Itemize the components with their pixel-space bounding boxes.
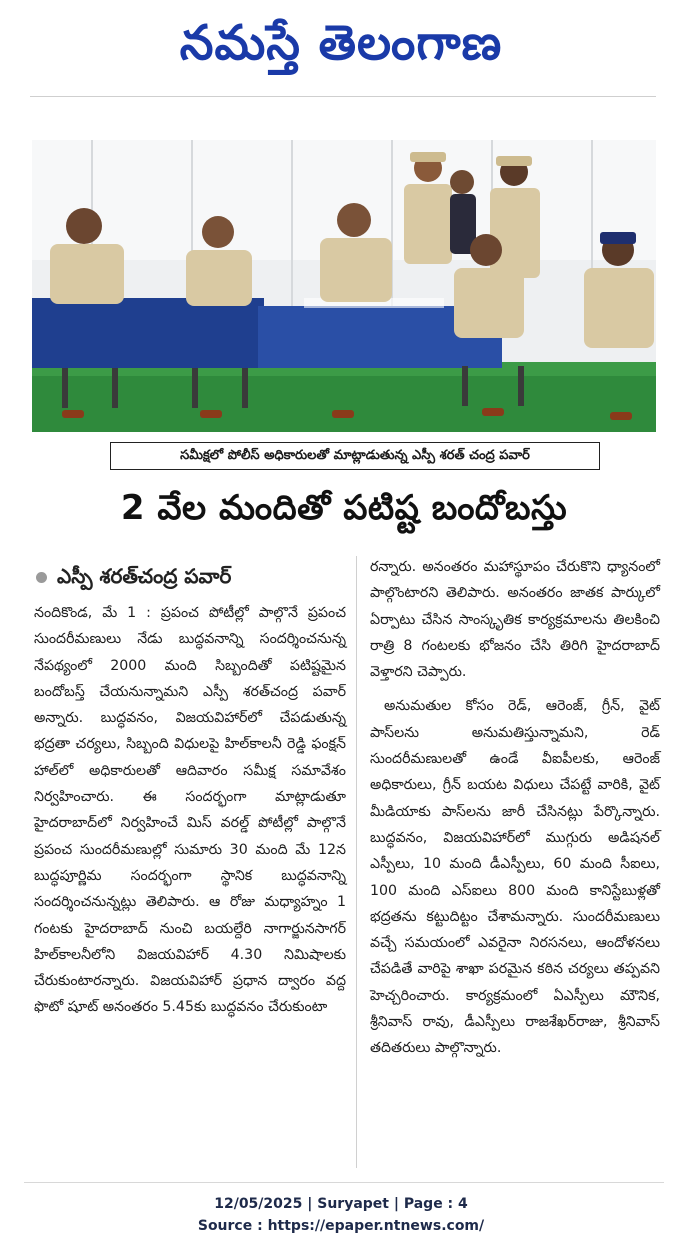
footer-source-link[interactable]: Source : https://epaper.ntnews.com/: [197, 1218, 485, 1234]
masthead-divider: [30, 96, 656, 97]
paragraph: రన్నారు. అనంతరం మహాస్థూపం చేరుకొని ధ్యానంలో పాల్గొంటారని తెలిపారు. అనంతరం జాతక పార్కులో ఏర్పాటు చేసిన సాంస్కృతిక కార్యక్రమాలను తిలకించి రాత్రి 8 గంటలకు భోజనం చేసి తిరిగి హైదరాబాద్ వెళ్తారని చెప్పారు.: [370, 559, 660, 681]
news-photo: [32, 140, 656, 432]
masthead-title: నమస్తే తెలంగాణ: [179, 15, 503, 71]
article-column-2: [370, 554, 660, 1062]
footer-divider: [24, 1182, 664, 1183]
article-byline: [36, 564, 336, 593]
column-divider: [356, 556, 357, 1168]
article-headline: 2 వేల మందితో పటిష్ట బందోబస్తు: [120, 488, 568, 528]
bullet-icon: [36, 572, 47, 583]
photo-caption: సమీక్షలో పోలీస్ అధికారులతో మాట్లాడుతున్న ఎస్పీ శరత్ చంద్ర పవార్: [110, 442, 600, 470]
article-column-1: [34, 600, 346, 1021]
police-meeting-image: [32, 140, 656, 432]
footer-publication-info: 12/05/2025 | Suryapet | Page : 4: [214, 1196, 468, 1212]
byline-text: ఎస్పీ శరత్‌చంద్ర పవార్: [57, 564, 232, 588]
paragraph: నందికొండ, మే 1 : ప్రపంచ పోటీల్లో పాల్గొనే ప్రపంచ సుందరీమణులు నేడు బుద్ధవనాన్ని సందర్శించనున్న నేపథ్యంలో 2000 మంది సిబ్బందితో పటిష్టమైన బందోబస్త్ చేయనున్నామని ఎస్పీ శరత్‌చంద్ర పవార్ అన్నారు. బుద్ధవనం, విజయవిహార్‌లో చేపడుతున్న భద్రతా చర్యలు, సిబ్బంది విధులపై హిల్‌కాలనీ రెడ్డి ఫంక్షన్ హాల్‌లో అధికారులతో ఆదివారం సమీక్ష సమావేశం నిర్వహించారు. ఈ సందర్భంగా మాట్లాడుతూ హైదరాబాద్‌లో నిర్వహించే మిస్ వరల్డ్ పోటీల్లో పాల్గొనే ప్రపంచ సుందరీమణుల్లో సుమారు 30 మంది మే 12న బుద్ధపూర్ణిమ సందర్భంగా స్థానిక బుద్ధవనాన్ని సందర్శించనున్నట్లు తెలిపారు. ఆ రోజు మధ్యాహ్నం 1 గంటకు హైదరాబాద్ నుంచి బయల్దేరి నాగార్జునసాగర్ హిల్‌కాలనీలోని విజయవిహార్ 4.30 నిమిషాలకు చేరుకుంటారన్నారు. విజయవిహార్ ప్రధాన ద్వారం వద్ద ఫొటో షూట్ అనంతరం 5.45కు బుద్ధవనం చేరుకుంటా: [34, 605, 346, 1016]
paragraph: అనుమతుల కోసం రెడ్, ఆరెంజ్, గ్రీన్, వైట్ పాస్‌లను అనుమతిస్తున్నామని, రెడ్ సుందరీమణులతో ఉండే వీఐపీలకు, ఆరెంజ్ అధికారులు, గ్రీన్ బయట విధులు చేపట్టే వారికి, వైట్ మీడియాకు పాస్‌లను జారీ చేసినట్లు పేర్కొన్నారు. బుద్ధవనం, విజయవిహార్‌లో ముగ్గురు అడిషనల్ ఎస్పీలు, 10 మంది డీఎస్పీలు, 60 మంది సీఐలు, 100 మంది ఎస్ఐలు 800 మంది కానిస్టేబుళ్లతో భద్రతను కట్టుదిట్టం చేశామన్నారు. సుందరీమణులు వచ్చే సమయంలో ఎవరైనా నిరసనలు, ఆందోళనలు చేపడితే వారిపై శాఖా పరమైన కఠిన చర్యలు తప్పవని హెచ్చరించారు. కార్యక్రమంలో ఏఎస్పీలు మౌనిక, శ్రీనివాస్ రావు, డీఎస్పీలు రాజశేఖర్‌రాజు, శ్రీనివాస్ తదితరులు పాల్గొన్నారు.: [370, 698, 660, 1057]
